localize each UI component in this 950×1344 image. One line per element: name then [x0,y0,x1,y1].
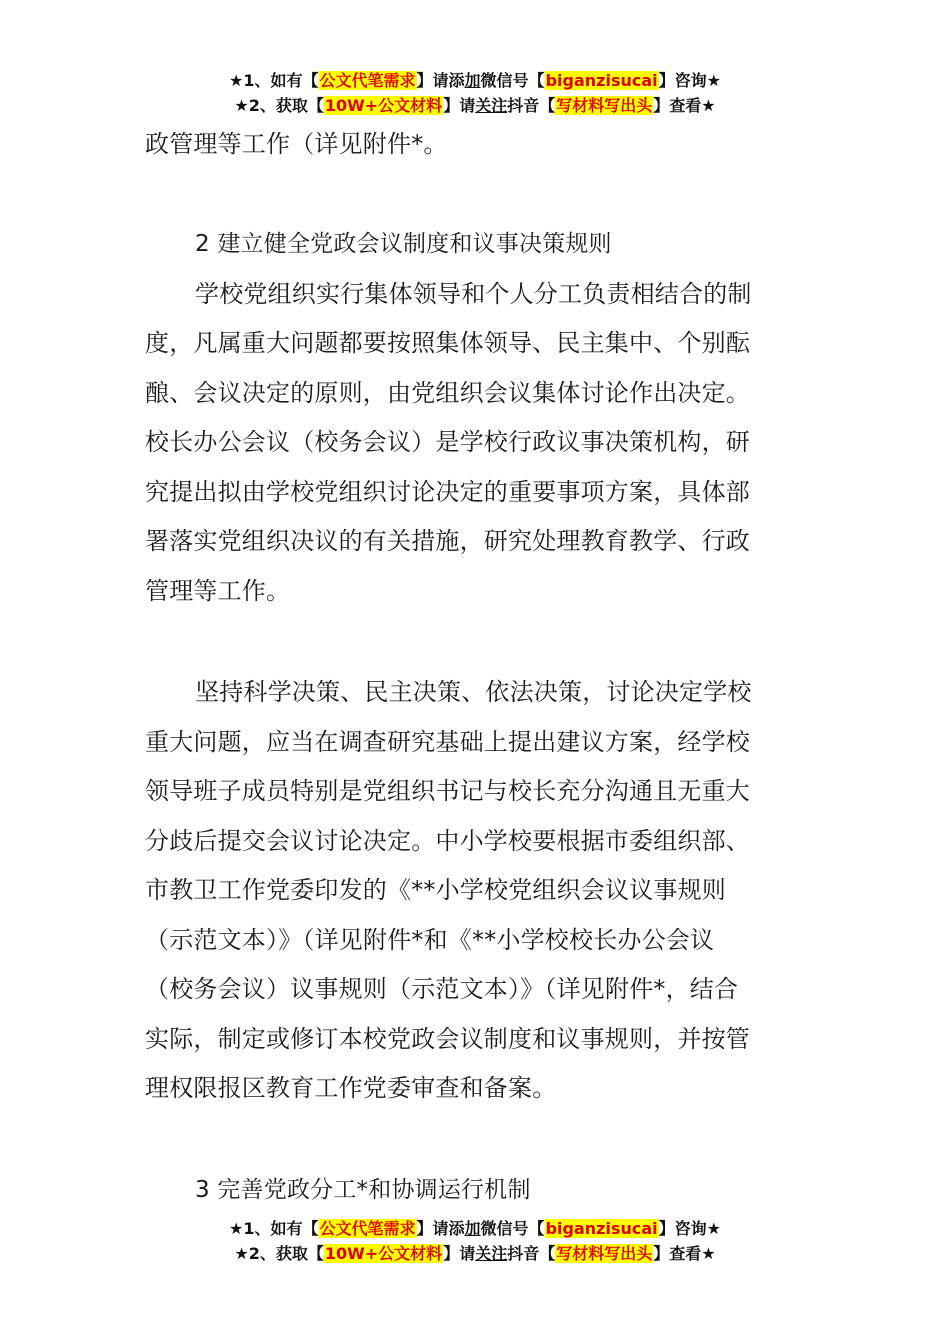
banner-underlined: 关注 [475,1244,508,1263]
banner-text: 】咨询★ [658,1219,721,1238]
banner-highlight: 写材料写出头 [556,1244,653,1263]
paragraph-line: （校务会议）议事规则（示范文本）》（详见附件*，结合 [145,975,739,1003]
banner-highlight: 公文代笔需求 [319,1219,416,1238]
header-banner [0,68,950,118]
banner-text: ★2、获取【 [234,96,324,115]
banner-text: 】查看★ [653,96,716,115]
banner-text: ★1、如有【 [229,1219,319,1238]
banner-highlight: biganzisucai [545,71,658,90]
banner-line-2 [0,1241,950,1266]
paragraph-line: 理权限报区教育工作党委审查和备案。 [145,1074,557,1102]
footer-banner [0,1216,950,1266]
banner-text: 】咨询★ [658,71,721,90]
paragraph-line: 校长办公会议（校务会议）是学校行政议事决策机构，研 [145,428,750,456]
banner-text: 】请 [443,1244,476,1263]
paragraph-line: 管理等工作。 [145,576,291,605]
paragraph-line: 署落实党组织决议的有关措施，研究处理教育教学、行政 [145,527,750,555]
section-2 [145,220,810,616]
paragraph-line: 酿、会议决定的原则，由党组织会议集体讨论作出决定。 [145,378,750,407]
banner-text: 微信号【 [480,71,545,90]
paragraph-continuation: 政管理等工作（详见附件*。 [145,130,448,158]
banner-text: 】请添 [416,71,465,90]
section-heading-2: 2 建立健全党政会议制度和议事决策规则 [195,231,612,257]
banner-highlight: 写材料写出头 [556,96,653,115]
paragraph-line: 究提出拟由学校党组织讨论决定的重要事项方案，具体部 [145,477,750,506]
paragraph-line: 分歧后提交会议讨论决定。中小学校要根据市委组织部、 [145,826,750,855]
paragraph-line: 度，凡属重大问题都要按照集体领导、民主集中、个别酝 [145,329,750,357]
banner-highlight: 公文代笔需求 [319,71,416,90]
banner-text: 】请 [443,96,476,115]
paragraph-line: 领导班子成员特别是党组织书记与校长充分沟通且无重大 [145,777,750,805]
paragraph-line: （示范文本）》（详见附件*和《**小学校校长办公会议 [145,925,715,954]
banner-line-1 [0,1216,950,1241]
paragraph-1 [145,270,810,617]
section-3 [145,1166,810,1216]
banner-line-2 [0,93,950,118]
banner-highlight: 10W+公文材料 [324,1244,443,1263]
banner-line-1 [0,68,950,93]
document-body [145,120,810,170]
banner-underlined: 加 [464,71,481,90]
paragraph-line: 市教卫工作党委印发的《**小学校党组织会议议事规则 [145,876,726,904]
banner-underlined: 加 [464,1219,481,1238]
banner-underlined: 关注 [475,96,508,115]
banner-text: ★1、如有【 [229,71,319,90]
banner-text: ★2、获取【 [234,1244,324,1263]
banner-text: 】查看★ [653,1244,716,1263]
banner-text: 微信号【 [480,1219,545,1238]
banner-text: 抖音【 [507,1244,556,1263]
banner-text: 】请添 [416,1219,465,1238]
banner-highlight: biganzisucai [545,1219,658,1238]
section-heading-3: 3 完善党政分工*和协调运行机制 [195,1177,531,1203]
paragraph-line: 学校党组织实行集体领导和个人分工负责相结合的制 [195,279,752,308]
banner-highlight: 10W+公文材料 [324,96,443,115]
paragraph-line: 重大问题，应当在调查研究基础上提出建议方案，经学校 [145,727,750,756]
banner-text: 抖音【 [507,96,556,115]
paragraph-line: 坚持科学决策、民主决策、依法决策，讨论决定学校 [195,678,752,706]
paragraph-2 [145,668,810,1114]
paragraph-line: 实际，制定或修订本校党政会议制度和议事规则，并按管 [145,1024,750,1053]
